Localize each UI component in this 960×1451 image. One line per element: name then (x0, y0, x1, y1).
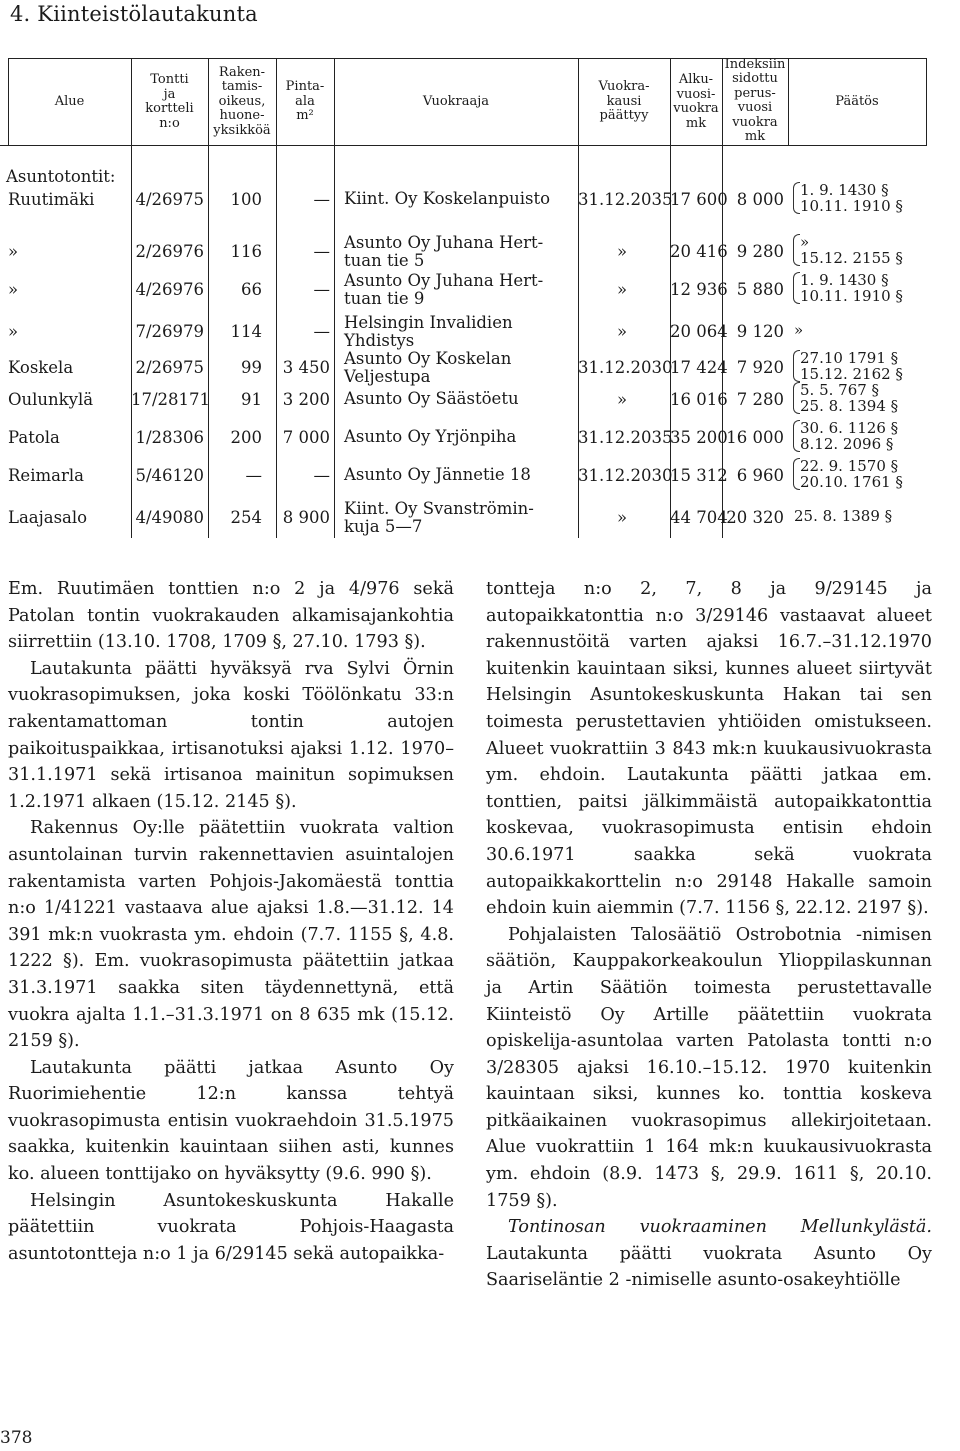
cell-alkuvuosivuokra: 16 016 (670, 390, 728, 409)
cell-alkuvuosivuokra: 35 200 (670, 428, 728, 447)
cell-indeksi: 7 920 (736, 358, 784, 377)
paragraph: Rakennus Oy:lle päätettiin vuokrata valtion asuntolainan turvin rakennettavien asuintalojen rakentamista varten Pohjois-Jakomäestä tonttia n:o 1/41221 vastaava alue ajaksi 1.8.—31.12. 14 391 mk:n vuokrasta ym. ehdoin (7.7. 1155 §, 4.8. 1222 §). Em. vuokrasopimusta päätettiin jatkaa 31.3.1971 saakka siten täydennettynä, että vuokra ajalta 1.1.–31.3.1971 on 8 635 mk (15.12. 2159 §). (8, 818, 454, 1052)
brace-icon (793, 350, 800, 382)
header-alue: Alue (54, 93, 85, 109)
cell-pinta-ala: — (313, 242, 330, 261)
paragraph: Helsingin Asuntokeskuskunta Hakalle päätettiin vuokrata Pohjois-Haagasta asuntotontteja n:o 1 ja 6/29145 sekä autopaikka- (8, 1190, 454, 1264)
cell-alue: » (8, 280, 19, 299)
cell-rakennusoikeus: 200 (230, 428, 262, 447)
cell-paatos: 1. 9. 1430 § 10.11. 1910 § (800, 271, 903, 305)
paragraph: Em. Ruutimäen tonttien n:o 2 ja 4/976 sekä Patolan tontin vuokrakauden alkamisajankohtia siirrettiin (13.10. 1708, 1709 §, 27.10. 1793 §). (8, 579, 454, 653)
cell-alkuvuosivuokra: 12 936 (670, 280, 728, 299)
cell-vuokraaja: Kiint. Oy Svanströmin- kuja 5—7 (344, 499, 534, 536)
paragraph: Pohjalaisten Talosäätiö Ostrobotnia -nimisen säätiön, Kauppakorkeakoulun Ylioppilaskunnan ja Artin Säätiön toimesta perustettavalle Kiinteistö Oy Artille päätettiin vuokrata opiskelija-asuntolaa varten Patolasta tontti n:o 3/28305 ajaksi 16.10.–15.12. 1970 kuitenkin kauintaan siksi, kunnes ko. tonttia koskeva pitkäaikainen vuokrasopimus allekirjoitetaan. Alue vuokrattiin 1 164 mk:n kuukausivuokrasta ym. ehdoin (8.9. 1473 §, 29.9. 1611 §, 20.10. 1759 §). (486, 924, 932, 1211)
cell-vuokraaja: Kiint. Oy Koskelanpuisto (344, 189, 551, 208)
header-indeksi: Indeksiin sidottu perus- vuosi vuokra mk (724, 56, 786, 144)
cell-indeksi: 20 320 (726, 508, 784, 527)
cell-vuokraaja: Asunto Oy Juhana Hert- tuan tie 9 (344, 271, 544, 308)
brace-icon (793, 234, 800, 266)
cell-rakennusoikeus: 116 (230, 242, 262, 261)
cell-alue: Laajasalo (8, 508, 88, 527)
cell-paatos: 22. 9. 1570 § 20.10. 1761 § (800, 457, 903, 491)
cell-vuokrakausi: » (616, 322, 628, 341)
cell-alue: Reimarla (8, 466, 84, 485)
brace-icon (793, 182, 800, 214)
cell-vuokrakausi: » (616, 390, 628, 409)
header-pinta-ala: Pinta- ala m² (285, 79, 325, 124)
brace-icon (793, 420, 800, 452)
cell-vuokrakausi: 31.12.2030 (578, 466, 673, 485)
cell-alue: Oulunkylä (8, 390, 94, 409)
cell-indeksi: 9 120 (736, 322, 784, 341)
cell-alkuvuosivuokra: 17 600 (670, 190, 728, 209)
header-vuokrakausi: Vuokra- kausi päättyy (598, 79, 650, 124)
cell-rakennusoikeus: 99 (241, 358, 262, 377)
cell-vuokraaja: Asunto Oy Jännetie 18 (344, 465, 531, 484)
header-rakennusoikeus: Raken- tamis- oikeus, huone- yksikköä (213, 64, 271, 138)
header-alkuvuosivuokra: Alku- vuosi- vuokra mk (673, 72, 719, 131)
cell-paatos: 30. 6. 1126 § 8.12. 2096 § (800, 419, 899, 453)
cell-pinta-ala: 3 200 (282, 390, 330, 409)
cell-alue: Patola (8, 428, 60, 447)
cell-alkuvuosivuokra: 17 424 (670, 358, 728, 377)
cell-alue: » (8, 242, 19, 261)
paragraph: Lautakunta päätti jatkaa Asunto Oy Ruorimiehentie 12:n kanssa tehtyä vuokrasopimusta entisin vuokraehdoin 31.5.1975 saakka, kuitenkin kauintaan siihen asti, kunnes ko. alueen tonttijako on hyväksytty (9.6. 990 §). (8, 1057, 454, 1185)
cell-vuokrakausi: » (616, 280, 628, 299)
cell-alue: Koskela (8, 358, 74, 377)
cell-paatos: 27.10 1791 § 15.12. 2162 § (800, 349, 903, 383)
italic-heading: Tontinosan vuokraaminen Mellunkylästä. (508, 1217, 932, 1238)
cell-alkuvuosivuokra: 20 416 (670, 242, 728, 261)
cell-alkuvuosivuokra: 15 312 (670, 466, 728, 485)
cell-vuokrakausi: 31.12.2035 (578, 428, 673, 447)
cell-indeksi: 8 000 (736, 190, 784, 209)
cell-paatos: 25. 8. 1389 § (794, 507, 893, 525)
cell-pinta-ala: — (313, 280, 330, 299)
page-number: 378 (0, 1428, 33, 1448)
cell-paatos: » (794, 321, 804, 339)
cell-tontti: 2/26976 (135, 242, 204, 261)
cell-paatos: 1. 9. 1430 § 10.11. 1910 § (800, 181, 903, 215)
right-text-column (486, 576, 932, 1294)
cell-vuokraaja: Asunto Oy Säästöetu (344, 389, 519, 408)
cell-rakennusoikeus: 100 (230, 190, 262, 209)
lease-table (0, 0, 960, 545)
paragraph-text: Lautakunta päätti vuokrata Asunto Oy Saariseläntie 2 -nimiselle asunto-osakeyhtiölle (486, 1243, 932, 1291)
header-tontti: Tontti ja kortteli n:o (145, 72, 194, 131)
cell-vuokraaja: Helsingin Invalidien Yhdistys (344, 313, 513, 350)
cell-vuokraaja: Asunto Oy Yrjönpiha (344, 427, 517, 446)
cell-alkuvuosivuokra: 20 064 (670, 322, 728, 341)
cell-tontti: 5/46120 (135, 466, 204, 485)
cell-alue: Ruutimäki (8, 190, 95, 209)
cell-indeksi: 7 280 (736, 390, 784, 409)
cell-alue: » (8, 322, 19, 341)
cell-pinta-ala: — (313, 190, 330, 209)
col-rule (926, 58, 927, 146)
cell-tontti: 4/49080 (135, 508, 204, 527)
cell-tontti: 4/26975 (135, 190, 204, 209)
cell-pinta-ala: — (313, 322, 330, 341)
cell-indeksi: 16 000 (726, 428, 784, 447)
cell-tontti: 1/28306 (135, 428, 204, 447)
paragraph: Lautakunta päätti hyväksyä rva Sylvi Örnin vuokrasopimuksen, joka koski Töölönkatu 33:n rakentamattoman tontin autojen paikoituspaikkaa, irtisanotuksi ajaksi 1.12. 1970–31.1.1971 sekä irtisanoa mainitun sopimuksen 1.2.1971 alkaen (15.12. 2145 §). (8, 658, 454, 812)
cell-vuokrakausi: » (616, 242, 628, 261)
header-vuokraaja: Vuokraaja (422, 93, 490, 109)
cell-tontti: 17/28171 (131, 390, 211, 409)
section-heading: 4. Kiinteistölautakunta (10, 2, 258, 26)
cell-vuokraaja: Asunto Oy Koskelan Veljestupa (344, 349, 512, 386)
cell-rakennusoikeus: 114 (230, 322, 262, 341)
cell-pinta-ala: 8 900 (282, 508, 330, 527)
cell-vuokrakausi: 31.12.2030 (578, 358, 673, 377)
cell-pinta-ala: 7 000 (282, 428, 330, 447)
paragraph: tontteja n:o 2, 7, 8 ja 9/29145 ja autopaikkatonttia n:o 3/29146 vastaavat alueet rakennustöitä varten ajaksi 16.7.–31.12.1970 kuitenkin kauintaan siksi, kunnes alueet siirtyvät Helsingin Asuntokeskuskunta Hakan tai sen toimesta perustettavien yhtiöiden omistukseen. Alueet vuokrattiin 3 843 mk:n kuukausivuokrasta ym. ehdoin. Lautakunta päätti jatkaa em. tonttien, paitsi jälkimmäistä autopaikkatonttia koskevaa, vuokrasopimusta entisin ehdoin 30.6.1971 saakka sekä vuokrata autopaikkakorttelin n:o 29148 Hakalle samoin ehdoin kuin aiemmin (7.7. 1156 §, 22.12. 2197 §). (486, 579, 932, 919)
cell-tontti: 2/26975 (135, 358, 204, 377)
cell-vuokrakausi: » (616, 508, 628, 527)
cell-alkuvuosivuokra: 44 704 (670, 508, 728, 527)
cell-pinta-ala: — (313, 466, 330, 485)
cell-indeksi: 6 960 (736, 466, 784, 485)
brace-icon (793, 458, 800, 490)
header-paatos: Päätös (835, 93, 879, 109)
cell-pinta-ala: 3 450 (282, 358, 330, 377)
brace-icon (793, 272, 800, 304)
cell-rakennusoikeus: 66 (241, 280, 262, 299)
cell-paatos: » 15.12. 2155 § (800, 233, 903, 267)
cell-rakennusoikeus: 254 (230, 508, 262, 527)
cell-vuokrakausi: 31.12.2035 (578, 190, 673, 209)
cell-tontti: 4/26976 (135, 280, 204, 299)
brace-icon (793, 382, 800, 414)
cell-vuokraaja: Asunto Oy Juhana Hert- tuan tie 5 (344, 233, 544, 270)
paragraph (486, 1214, 932, 1294)
section-label: Asuntotontit: (6, 167, 116, 186)
cell-indeksi: 5 880 (736, 280, 784, 299)
cell-rakennusoikeus: 91 (241, 390, 262, 409)
cell-paatos: 5. 5. 767 § 25. 8. 1394 § (800, 381, 899, 415)
cell-rakennusoikeus: — (245, 466, 262, 485)
cell-indeksi: 9 280 (736, 242, 784, 261)
left-text-column (8, 576, 454, 1267)
cell-tontti: 7/26979 (135, 322, 204, 341)
